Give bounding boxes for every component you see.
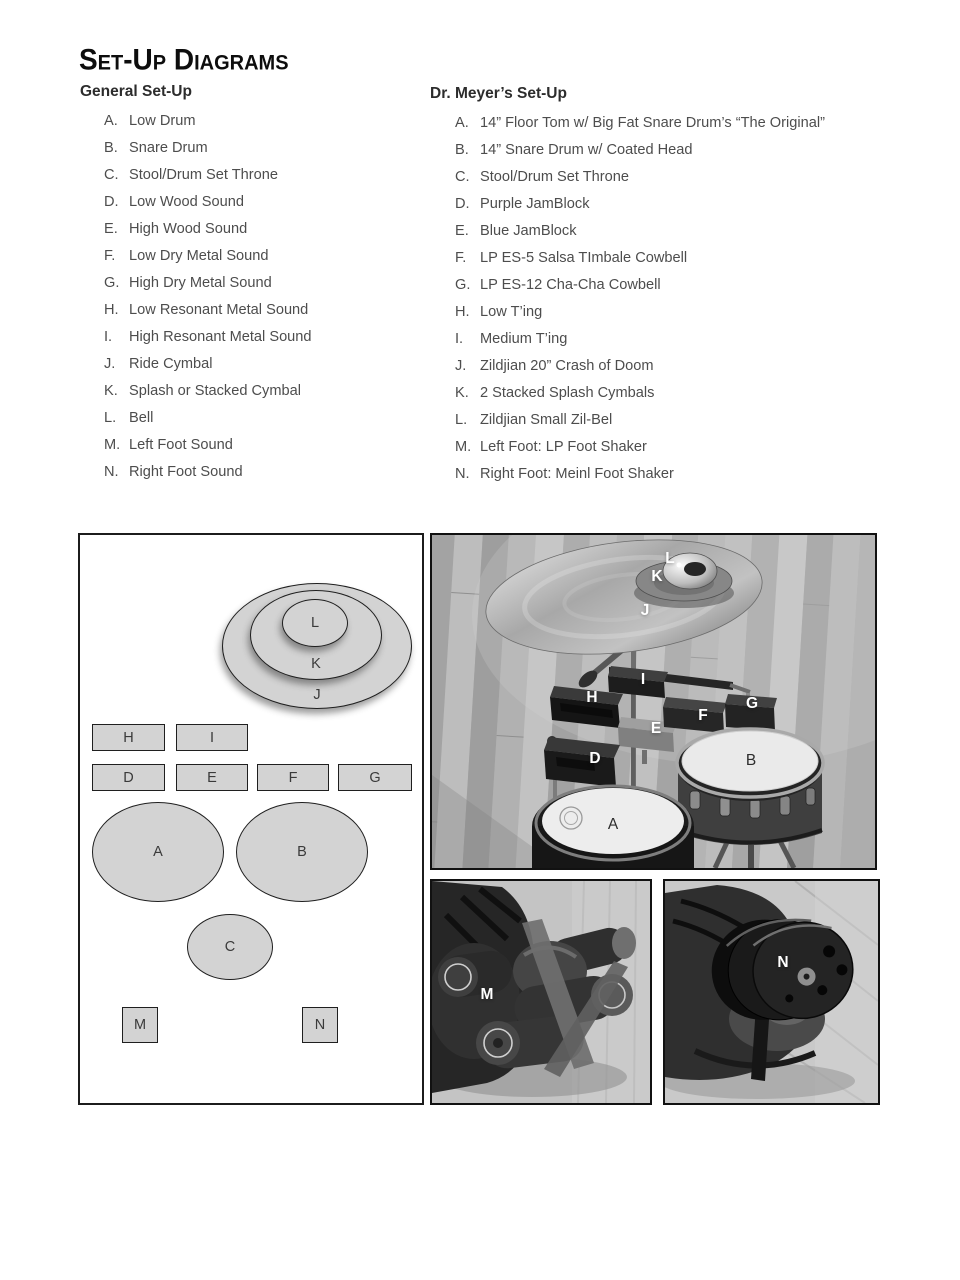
- general-setup-heading: General Set-Up: [80, 83, 192, 100]
- item-text: High Wood Sound: [129, 221, 248, 237]
- right-foot-shaker-photo: [663, 879, 880, 1105]
- list-item: [430, 191, 895, 218]
- item-text: Medium T’ing: [480, 331, 568, 347]
- photo-label-k: K: [651, 568, 663, 585]
- item-text: Low Drum: [129, 113, 196, 129]
- list-item: [430, 137, 895, 164]
- low-drum-shape: A: [92, 802, 224, 902]
- list-item: [80, 405, 425, 432]
- list-item: [80, 108, 425, 135]
- item-letter: E.: [455, 223, 469, 239]
- item-letter: I.: [104, 329, 113, 345]
- photo-label-f: F: [698, 707, 708, 724]
- item-text: High Resonant Metal Sound: [129, 329, 312, 345]
- left-foot-photo-art: [432, 881, 650, 1103]
- item-text: Low T’ing: [480, 304, 543, 320]
- item-text: Left Foot Sound: [129, 437, 233, 453]
- snare-drum-shape: B: [236, 802, 368, 902]
- list-item: [80, 270, 425, 297]
- list-item: [80, 432, 425, 459]
- left-foot-shaker-photo: [430, 879, 652, 1105]
- setup-photo: [430, 533, 877, 870]
- item-text: Low Resonant Metal Sound: [129, 302, 309, 318]
- setup-schematic-diagram: [78, 533, 424, 1105]
- photo-label-n: N: [777, 954, 789, 971]
- diagram-label-l: L: [310, 615, 320, 631]
- item-letter: C.: [455, 169, 470, 185]
- list-item: [80, 351, 425, 378]
- item-letter: L.: [455, 412, 468, 428]
- photo-label-l: L: [665, 550, 675, 567]
- photo-label-j: J: [640, 602, 650, 619]
- item-text: Low Dry Metal Sound: [129, 248, 269, 264]
- high-resonant-metal-shape: I: [176, 724, 248, 751]
- item-text: Snare Drum: [129, 140, 208, 156]
- item-letter: E.: [104, 221, 118, 237]
- item-letter: H.: [455, 304, 470, 320]
- item-letter: K.: [455, 385, 469, 401]
- list-item: [80, 324, 425, 351]
- item-text: 14” Snare Drum w/ Coated Head: [480, 142, 693, 158]
- item-text: High Dry Metal Sound: [129, 275, 272, 291]
- list-item: [80, 162, 425, 189]
- list-item: [430, 434, 895, 461]
- photo-label-a: A: [607, 816, 619, 833]
- low-wood-shape: D: [92, 764, 165, 791]
- item-letter: J.: [104, 356, 116, 372]
- list-item: [80, 297, 425, 324]
- item-letter: G.: [104, 275, 120, 291]
- meyer-setup-list: [430, 85, 895, 488]
- item-text: Blue JamBlock: [480, 223, 577, 239]
- item-text: LP ES-5 Salsa TImbale Cowbell: [480, 250, 688, 266]
- item-letter: I.: [455, 331, 464, 347]
- item-letter: N.: [104, 464, 119, 480]
- item-text: Right Foot: Meinl Foot Shaker: [480, 466, 674, 482]
- photo-label-d: D: [589, 750, 601, 767]
- page-title: Set-Up Diagrams: [79, 43, 289, 76]
- item-text: Left Foot: LP Foot Shaker: [480, 439, 647, 455]
- list-item: [80, 135, 425, 162]
- item-text: Bell: [129, 410, 154, 426]
- low-resonant-metal-shape: H: [92, 724, 165, 751]
- item-letter: F.: [455, 250, 467, 266]
- list-item: [80, 378, 425, 405]
- list-item: [80, 243, 425, 270]
- list-item: [430, 245, 895, 272]
- item-text: 14” Floor Tom w/ Big Fat Snare Drum’s “The Original”: [480, 115, 825, 131]
- high-dry-metal-shape: G: [338, 764, 412, 791]
- item-letter: N.: [455, 466, 470, 482]
- item-text: Stool/Drum Set Throne: [480, 169, 629, 185]
- diagram-label-k: K: [311, 656, 321, 672]
- item-letter: L.: [104, 410, 117, 426]
- list-item: [80, 189, 425, 216]
- item-letter: J.: [455, 358, 467, 374]
- item-text: Low Wood Sound: [129, 194, 244, 210]
- list-item: [430, 326, 895, 353]
- stool-shape: C: [187, 914, 273, 980]
- photo-label-g: G: [745, 695, 759, 712]
- item-letter: F.: [104, 248, 116, 264]
- item-text: Right Foot Sound: [129, 464, 243, 480]
- item-text: LP ES-12 Cha-Cha Cowbell: [480, 277, 661, 293]
- item-letter: M.: [104, 437, 121, 453]
- item-letter: C.: [104, 167, 119, 183]
- high-wood-shape: E: [176, 764, 248, 791]
- item-letter: A.: [104, 113, 118, 129]
- item-text: Splash or Stacked Cymbal: [129, 383, 301, 399]
- item-letter: B.: [455, 142, 469, 158]
- item-letter: A.: [455, 115, 469, 131]
- right-foot-shape: N: [302, 1007, 338, 1043]
- item-text: Ride Cymbal: [129, 356, 213, 372]
- item-text: Stool/Drum Set Throne: [129, 167, 278, 183]
- item-text: 2 Stacked Splash Cymbals: [480, 385, 655, 401]
- photo-label-h: H: [586, 689, 598, 706]
- list-item: [430, 272, 895, 299]
- low-dry-metal-shape: F: [257, 764, 329, 791]
- item-letter: K.: [104, 383, 118, 399]
- item-letter: H.: [104, 302, 119, 318]
- list-item: [430, 380, 895, 407]
- diagram-label-j: J: [313, 687, 321, 703]
- left-foot-shape: M: [122, 1007, 158, 1043]
- item-letter: M.: [455, 439, 472, 455]
- meyer-setup-heading: Dr. Meyer’s Set-Up: [430, 85, 567, 102]
- list-item: [430, 353, 895, 380]
- item-letter: B.: [104, 140, 118, 156]
- photo-label-b: B: [745, 752, 757, 769]
- item-text: Zildjian 20” Crash of Doom: [480, 358, 654, 374]
- list-item: [430, 407, 895, 434]
- item-text: Zildjian Small Zil-Bel: [480, 412, 613, 428]
- photo-label-i: I: [640, 671, 646, 688]
- list-item: [430, 461, 895, 488]
- item-letter: D.: [455, 196, 470, 212]
- general-setup-list: [80, 83, 425, 486]
- list-item: [430, 299, 895, 326]
- photo-label-m: M: [480, 986, 494, 1003]
- list-item: [430, 218, 895, 245]
- item-text: Purple JamBlock: [480, 196, 590, 212]
- list-item: [80, 216, 425, 243]
- item-letter: D.: [104, 194, 119, 210]
- list-item: [430, 110, 895, 137]
- photo-label-e: E: [650, 720, 662, 737]
- list-item: [430, 164, 895, 191]
- right-foot-photo-art: [665, 881, 878, 1103]
- item-letter: G.: [455, 277, 471, 293]
- list-item: [80, 459, 425, 486]
